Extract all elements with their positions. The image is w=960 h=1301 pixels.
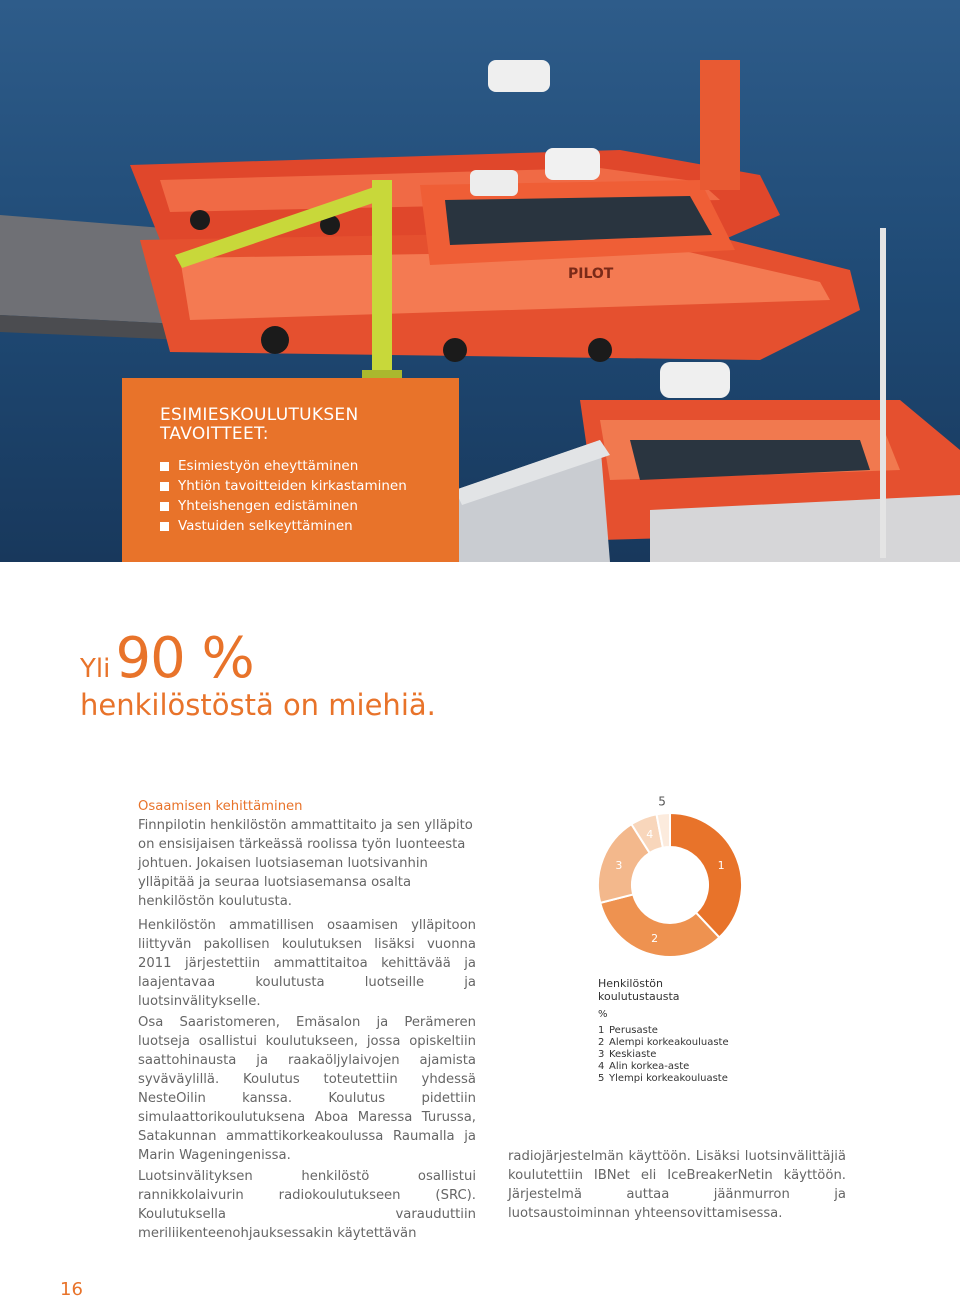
- legend-row: [598, 1061, 798, 1073]
- legend-number: 4: [598, 1061, 605, 1072]
- legend-number: 5: [598, 1073, 605, 1084]
- boat-label: PILOT: [568, 266, 614, 282]
- goals-title-line1: ESIMIESKOULUTUKSEN: [160, 405, 359, 425]
- donut-slice-label: 5: [658, 794, 666, 809]
- legend-row: [598, 1073, 798, 1085]
- goals-title: [160, 406, 439, 444]
- legend-title-line2: koulutustausta: [598, 989, 680, 1003]
- education-donut-chart: [590, 790, 760, 970]
- stat-callout: [80, 628, 436, 720]
- legend-row: [598, 1049, 798, 1061]
- goals-item: Vastuiden selkeyttäminen: [160, 516, 439, 536]
- legend-row: [598, 1025, 798, 1037]
- goals-item: Yhteishengen edistäminen: [160, 496, 439, 516]
- donut-slice: [670, 813, 742, 937]
- goals-list: [160, 456, 439, 536]
- section-heading: Osaamisen kehittäminen: [138, 799, 303, 814]
- legend-label: Perusaste: [609, 1025, 658, 1036]
- legend-label: Alempi korkeakouluaste: [609, 1037, 729, 1048]
- stat-value: 90 %: [115, 626, 254, 691]
- page-number: 16: [60, 1279, 83, 1300]
- stat-prefix: Yli: [80, 654, 111, 684]
- legend-title: [598, 978, 798, 1003]
- paragraph-4: Luotsinvälityksen henkilöstö osallistui rannikkolaivurin radiokoulutukseen (SRC). Koulutuksella varauduttiin meriliikenteenohjauksessakin käytettävän: [138, 1169, 476, 1241]
- donut-slice-label: 3: [615, 858, 623, 872]
- paragraph-2: Henkilöstön ammatillisen osaamisen ylläpitoon liittyvän pakollisen koulutuksen lisäksi vuonna 2011 järjestettiin ammattitaitoa kehittävää ja laajentavaa koulutusta luotseille ja luotsinvälitykselle.: [138, 918, 476, 1009]
- legend-label: Alin korkea-aste: [609, 1061, 690, 1072]
- legend-unit: %: [598, 1009, 608, 1020]
- legend-number: 1: [598, 1025, 605, 1036]
- chart-legend: [598, 978, 798, 1085]
- legend-label: Ylempi korkeakouluaste: [609, 1073, 728, 1084]
- donut-slice-label: 4: [646, 827, 654, 841]
- legend-number: 2: [598, 1037, 605, 1048]
- legend-label: Keskiaste: [609, 1049, 657, 1060]
- donut-slice-label: 2: [651, 931, 659, 945]
- legend-number: 3: [598, 1049, 605, 1060]
- goals-item: Esimiestyön eheyttäminen: [160, 456, 439, 476]
- donut-slice-label: 1: [717, 858, 725, 872]
- paragraph-5: radiojärjestelmän käyttöön. Lisäksi luotsinvälittäjiä koulutettiin IBNet eli IceBreakerNetin käyttöön. Järjestelmä auttaa jäänmurron ja luotsaustoiminnan yhteensovittamisessa.: [508, 1149, 846, 1221]
- section-intro: [138, 797, 476, 911]
- donut-svg: [590, 790, 760, 970]
- goals-box: [122, 378, 459, 562]
- stat-text: henkilöstöstä on miehiä.: [80, 688, 436, 722]
- paragraph-3: Osa Saaristomeren, Emäsalon ja Perämeren luotseja osallistui koulutukseen, jossa opiskeltiin saattohinausta ja raakaöljylaivojen ajamista syväväylillä. Koulutus toteutettiin yhdessä NesteOilin kanssa. Koulutus pidettiin simulaattorikoulutuksena Aboa Maressa Turussa, Satakunnan ammattikorkeakoulussa Raumalla ja Marin Wageningenissa.: [138, 1015, 476, 1163]
- paragraph-1: Finnpilotin henkilöstön ammattitaito ja sen ylläpito on ensisijaisen tärkeässä roolissa työn luonteesta johtuen. Jokaisen luotsiaseman luotsivanhin ylläpitää ja seuraa luotsiasemansa osalta henkilöstön koulutusta.: [138, 818, 473, 909]
- legend-title-line1: Henkilöstön: [598, 977, 663, 990]
- donut-slice: [600, 894, 719, 957]
- goals-item: Yhtiön tavoitteiden kirkastaminen: [160, 476, 439, 496]
- goals-title-line2: TAVOITTEET:: [160, 424, 269, 444]
- legend-row: [598, 1037, 798, 1049]
